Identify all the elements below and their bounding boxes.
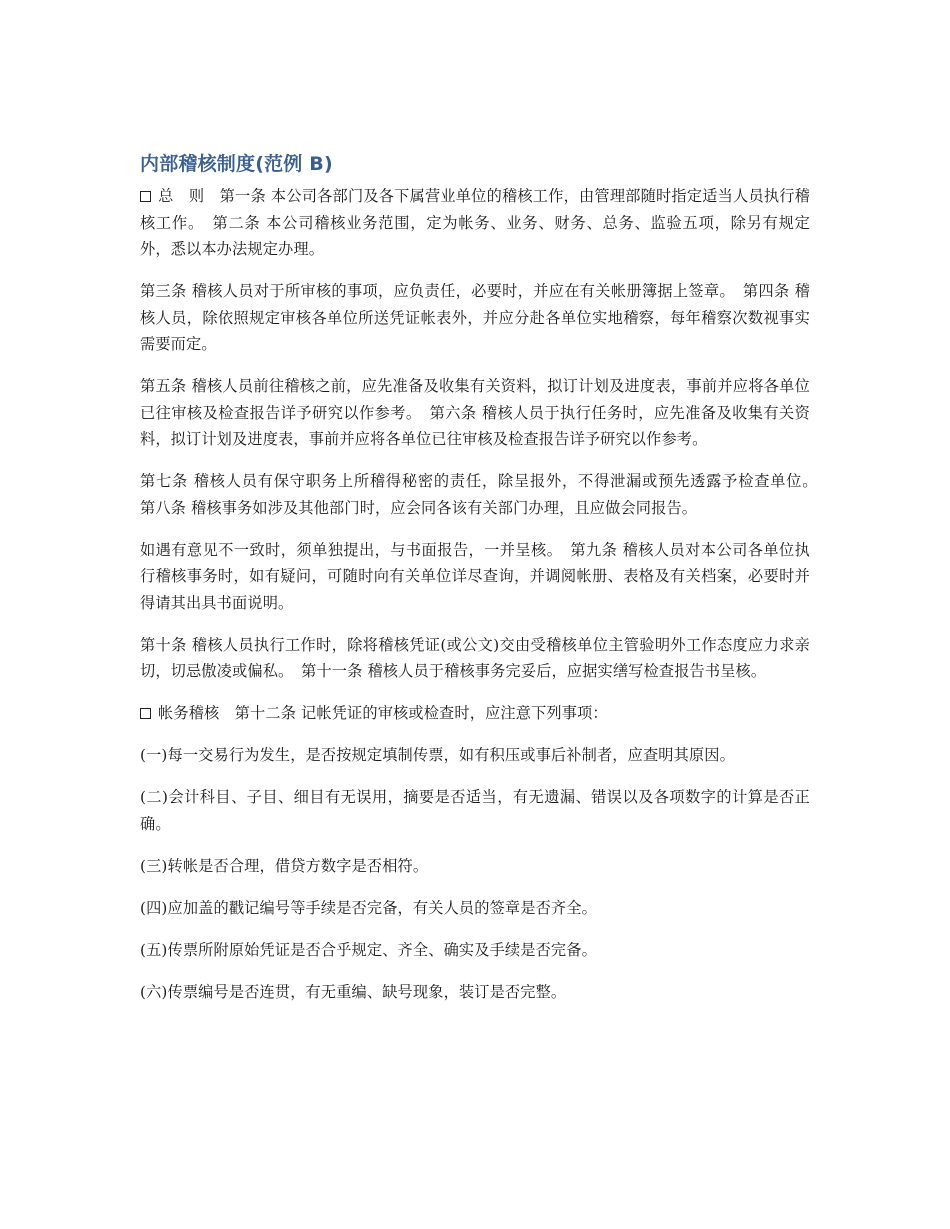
checkbox-icon <box>140 708 151 719</box>
document-body <box>140 183 826 1005</box>
paragraph <box>140 468 826 521</box>
paragraph-text: (二)会计科目、子目、细目有无误用，摘要是否适当，有无遗漏、错误以及各项数字的计算是否正确。 <box>140 788 810 833</box>
paragraph-text: 如遇有意见不一致时，须单独提出，与书面报告，一并呈核。 第九条 稽核人员对本公司各单位执行稽核事务时，如有疑问，可随时向有关单位详尽查询，并调阅帐册、表格及有关档案，必要时并得请其出具书面说明。 <box>140 540 810 612</box>
paragraph <box>140 537 810 617</box>
paragraph-text: (四)应加盖的戳记编号等手续是否完备，有关人员的签章是否齐全。 <box>140 898 597 917</box>
checkbox-icon <box>140 191 151 202</box>
paragraph-text: 第三条 稽核人员对于所审核的事项，应负责任，必要时，并应在有关帐册簿据上签章。 第四条 稽核人员，除依照规定审核各单位所送凭证帐表外，并应分赴各单位实地稽察，每年稽察次数视事实需要而定。 <box>140 282 810 353</box>
paragraph-text: 总 则 第一条 本公司各部门及各下属营业单位的稽核工作，由管理部随时指定适当人员执行稽核工作。 第二条 本公司稽核业务范围，定为帐务、业务、财务、总务、监验五项，除另有规定外，悉以本办法规定办理。 <box>140 187 810 258</box>
paragraph-text: 第七条 稽核人员有保守职务上所稽得秘密的责任，除呈报外，不得泄漏或预先透露予检查单位。 第八条 稽核事务如涉及其他部门时，应会同各该有关部门办理，且应做会同报告。 <box>140 472 826 517</box>
paragraph-text: (三)转帐是否合理，借贷方数字是否相符。 <box>140 856 429 875</box>
paragraph-text: 第十条 稽核人员执行工作时，除将稽核凭证(或公文)交由受稽核单位主管验明外工作态度应力求亲切，切忌傲凌或偏私。 第十一条 稽核人员于稽核事务完妥后，应据实缮写检查报告书呈核。 <box>140 635 810 680</box>
document-title: 内部稽核制度(范例 B) <box>140 153 333 175</box>
paragraph-text: (五)传票所附原始凭证是否合乎规定、齐全、确实及手续是否完备。 <box>140 940 597 959</box>
paragraph-text: 帐务稽核 第十二条 记帐凭证的审核或检查时，应注意下列事项： <box>158 704 608 722</box>
paragraph <box>140 742 810 769</box>
paragraph <box>140 278 810 358</box>
paragraph-text: (一)每一交易行为发生，是否按规定填制传票，如有积压或事后补制者，应查明其原因。 <box>140 746 735 764</box>
paragraph <box>140 853 810 880</box>
paragraph <box>140 937 810 964</box>
paragraph <box>140 632 810 685</box>
paragraph-text: (六)传票编号是否连贯，有无重编、缺号现象，装订是否完整。 <box>140 982 567 1001</box>
paragraph-text: 第五条 稽核人员前往稽核之前，应先准备及收集有关资料，拟订计划及进度表，事前并应将各单位已往审核及检查报告详予研究以作参考。 第六条 稽核人员于执行任务时，应先准备及收集有关资料，拟订计划及进度表，事前并应将各单位已往审核及检查报告详予研究以作参考。 <box>140 377 810 448</box>
document-page <box>140 150 826 1021</box>
paragraph <box>140 895 810 922</box>
paragraph <box>140 373 810 453</box>
paragraph <box>140 183 810 263</box>
paragraph <box>140 784 810 837</box>
paragraph <box>140 979 810 1006</box>
paragraph <box>140 700 810 727</box>
